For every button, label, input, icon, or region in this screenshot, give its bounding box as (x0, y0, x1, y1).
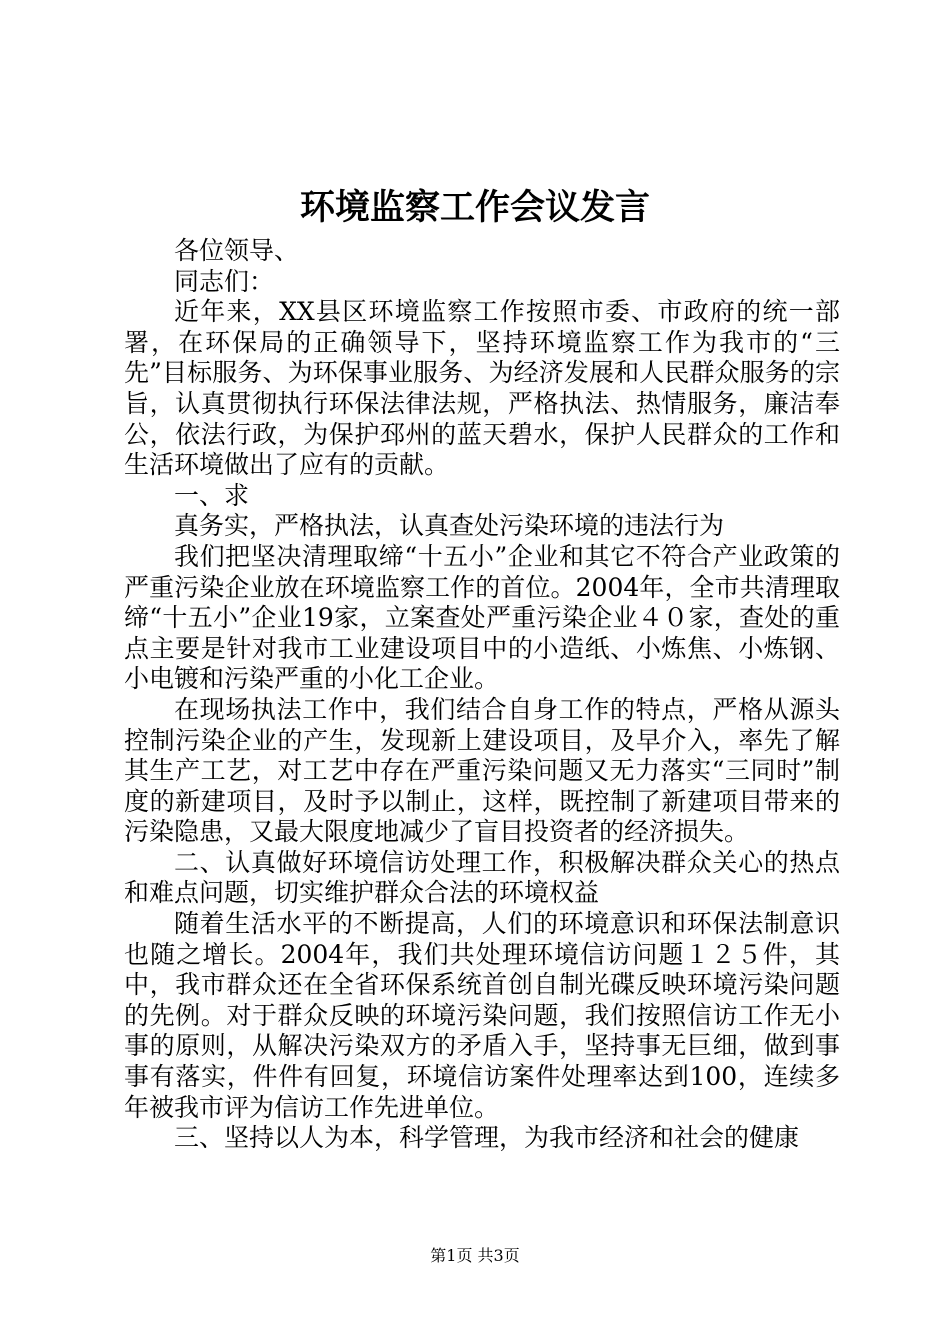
paragraph-enforcement: 我们把坚决清理取缔“十五小”企业和其它不符合产业政策的严重污染企业放在环境监察工作的首位。2004年，全市共清理取缔“十五小”企业19家，立案查处严重污染企业４０家，查处的重点主要是针对我市工业建设项目中的小造纸、小炼焦、小炼钢、小电镀和污染严重的小化工企业。 (124, 541, 840, 694)
document-title: 环境监察工作会议发言 (299, 187, 650, 228)
section-heading-one: 真务实，严格执法，认真查处污染环境的违法行为 (174, 511, 725, 541)
section-heading-three: 三、坚持以人为本，科学管理，为我市经济和社会的健康 (174, 1123, 800, 1153)
paragraph-onsite: 在现场执法工作中，我们结合自身工作的特点，严格从源头控制污染企业的产生，发现新上建设项目，及早介入，率先了解其生产工艺，对工艺中存在严重污染问题又无力落实“三同时”制度的新建项目，及时予以制止，这样，既控制了新建项目带来的污染隐患，又最大限度地减少了盲目投资者的经济损失。 (124, 694, 840, 847)
document-body (124, 236, 840, 1154)
section-heading-two: 二、认真做好环境信访处理工作，积极解决群众关心的热点和难点问题，切实维护群众合法的环境权益 (124, 847, 840, 908)
paragraph-intro: 近年来，XX县区环境监察工作按照市委、市政府的统一部署，在环保局的正确领导下，坚持环境监察工作为我市的“三先”目标服务、为环保事业服务、为经济发展和人民群众服务的宗旨，认真贯彻执行环保法律法规，严格执法、热情服务，廉洁奉公，依法行政，为保护邳州的蓝天碧水，保护人民群众的工作和生活环境做出了应有的贡献。 (124, 297, 840, 480)
page-footer: 第1页 共3页 (430, 1246, 520, 1265)
section-heading-one-start: 一、求 (174, 480, 250, 510)
salutation-leaders: 各位领导、 (174, 236, 300, 265)
salutation-comrades: 同志们： (174, 266, 275, 296)
paragraph-petitions: 随着生活水平的不断提高，人们的环境意识和环保法制意识也随之增长。2004年，我们共处理环境信访问题１２５件，其中，我市群众还在全省环保系统首创自制光碟反映环境污染问题的先例。对于群众反映的环境污染问题，我们按照信访工作无小事的原则，从解决污染双方的矛盾入手，坚持事无巨细，做到事事有落实，件件有回复，环境信访案件处理率达到100，连续多年被我市评为信访工作先进单位。 (124, 909, 840, 1122)
